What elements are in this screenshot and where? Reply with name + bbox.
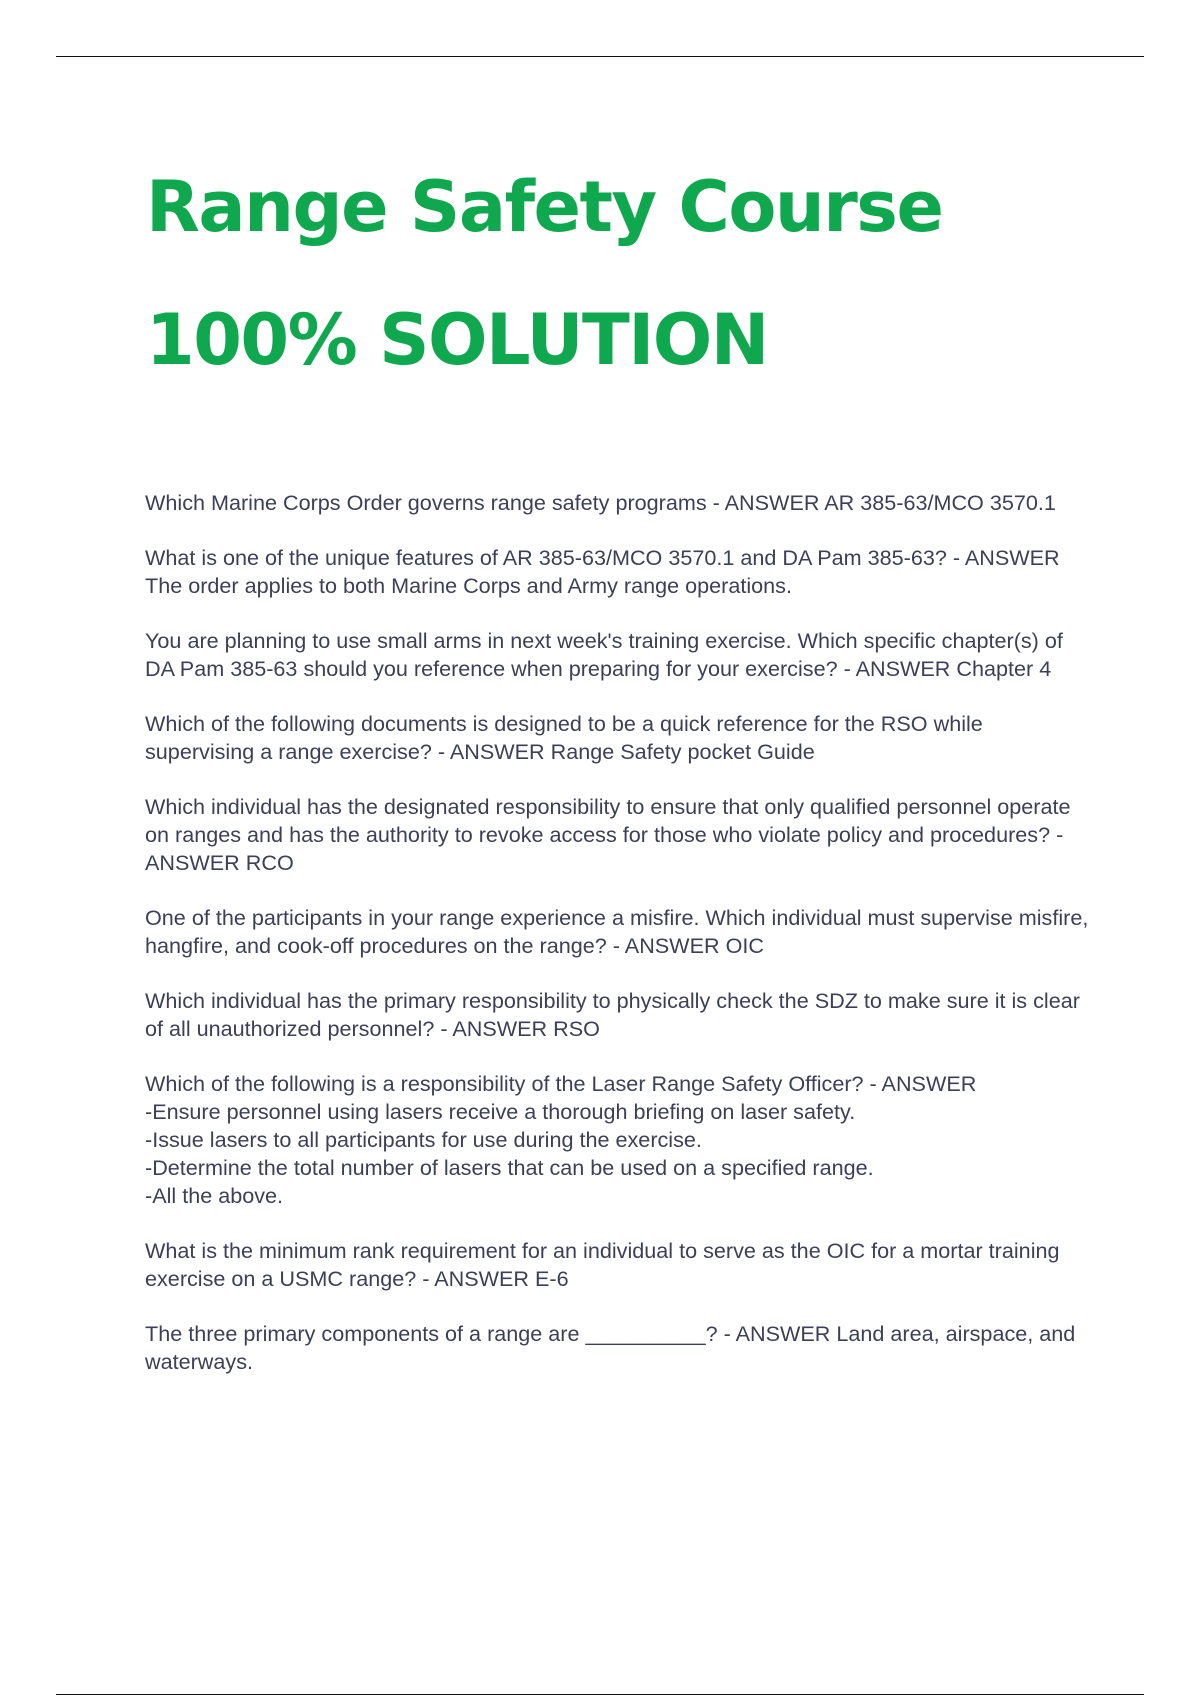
answer-option: -Ensure personnel using lasers receive a thorough briefing on laser safety. xyxy=(145,1099,856,1124)
document-subtitle: 100% SOLUTION xyxy=(146,299,768,381)
document-title: Range Safety Course xyxy=(146,166,943,248)
answer-option: -All the above. xyxy=(145,1183,284,1208)
answer-option: -Determine the total number of lasers that can be used on a specified range. xyxy=(145,1155,874,1180)
qa-text: Which of the following is a responsibility of the Laser Range Safety Officer? - ANSWER xyxy=(145,1071,977,1096)
qa-item xyxy=(145,544,1090,600)
header-rule xyxy=(56,56,1144,57)
qa-item xyxy=(145,1320,1090,1376)
qa-text: You are planning to use small arms in next week's training exercise. Which specific chapter(s) of DA Pam 385-63 should you reference when preparing for your exercise? - ANSWER Chapter 4 xyxy=(145,628,1063,681)
qa-text: One of the participants in your range experience a misfire. Which individual must supervise misfire, hangfire, and cook-off procedures on the range? - ANSWER OIC xyxy=(145,905,1089,958)
qa-text: Which of the following documents is designed to be a quick reference for the RSO while supervising a range exercise? - ANSWER Range Safety pocket Guide xyxy=(145,711,983,764)
qa-text: What is one of the unique features of AR 385-63/MCO 3570.1 and DA Pam 385-63? - ANSWER The order applies to both Marine Corps and Army range operations. xyxy=(145,545,1060,598)
qa-item xyxy=(145,987,1090,1043)
answer-option: -Issue lasers to all participants for use during the exercise. xyxy=(145,1127,702,1152)
qa-text: Which individual has the primary responsibility to physically check the SDZ to make sure it is clear of all unauthorized personnel? - ANSWER RSO xyxy=(145,988,1080,1041)
qa-item xyxy=(145,793,1090,877)
qa-item xyxy=(145,710,1090,766)
footer-rule xyxy=(56,1694,1144,1695)
qa-item xyxy=(145,627,1090,683)
qa-item xyxy=(145,904,1090,960)
qa-list xyxy=(145,489,1090,1403)
qa-item xyxy=(145,489,1090,517)
qa-text: Which Marine Corps Order governs range safety programs - ANSWER AR 385-63/MCO 3570.1 xyxy=(145,490,1056,515)
qa-text: Which individual has the designated responsibility to ensure that only qualified personnel operate on ranges and has the authority to revoke access for those who violate policy and procedures? - ANSWER RCO xyxy=(145,794,1071,875)
qa-text: What is the minimum rank requirement for an individual to serve as the OIC for a mortar training exercise on a USMC range? - ANSWER E-6 xyxy=(145,1238,1060,1291)
qa-text: The three primary components of a range are __________? - ANSWER Land area, airspace, and waterways. xyxy=(145,1321,1076,1374)
qa-item xyxy=(145,1237,1090,1293)
qa-item xyxy=(145,1070,1090,1210)
